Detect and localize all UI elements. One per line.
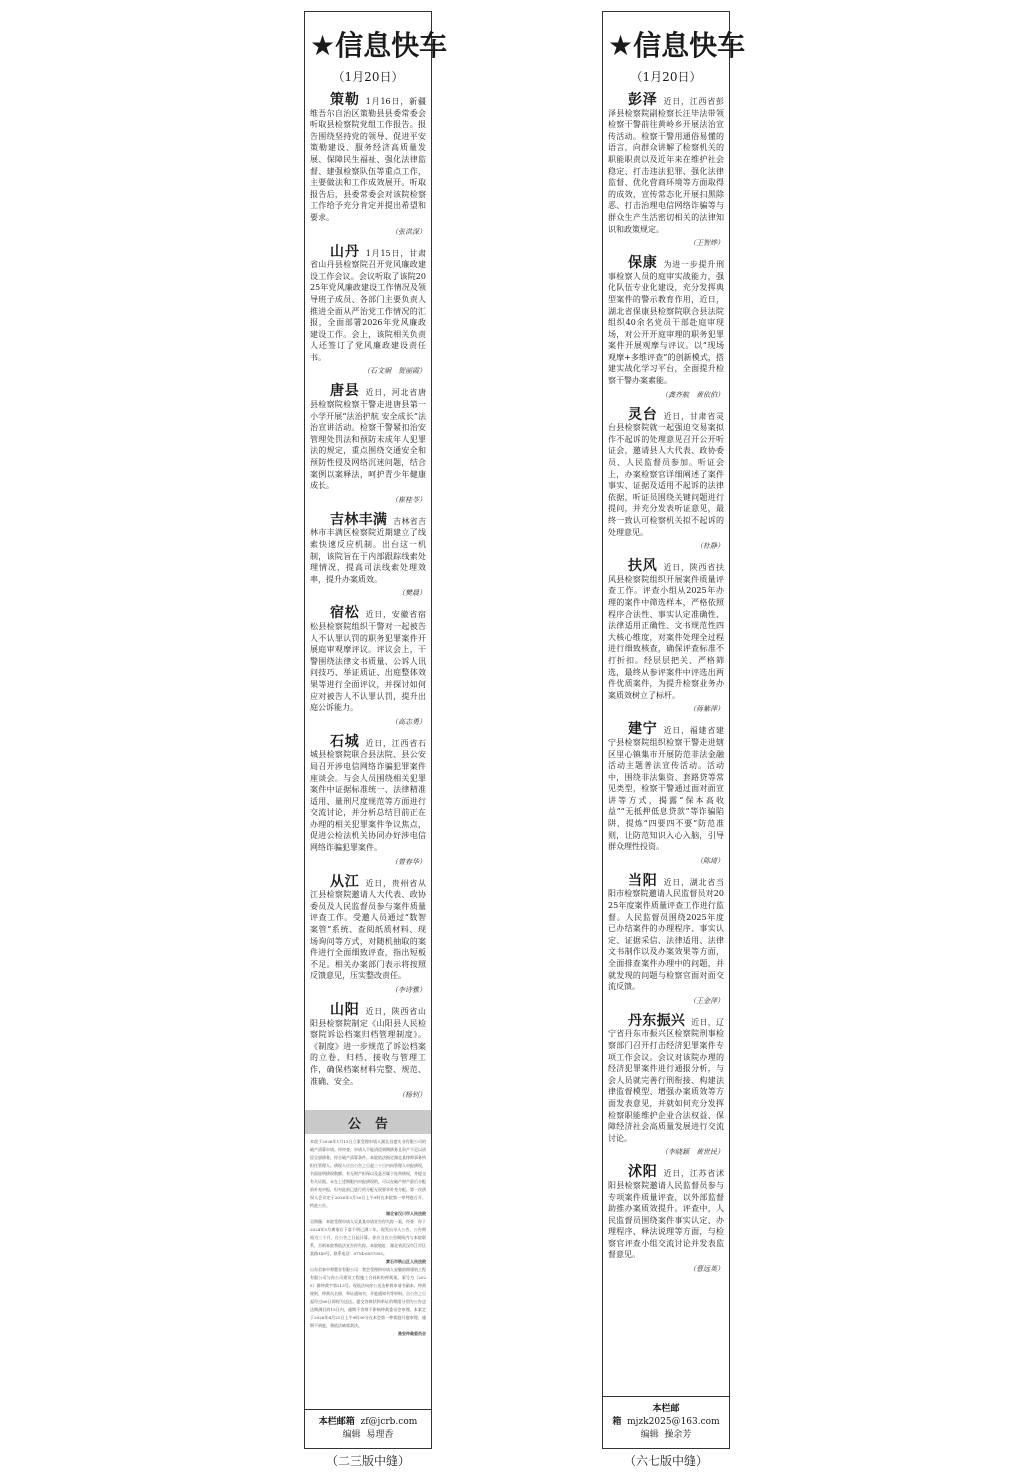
column-masthead: ★信息快车 [608, 29, 746, 62]
news-place: 山丹 [330, 243, 360, 260]
news-text: 近日，湖北省当阳市检察院邀请人民监督员对2025年度案件质量评查工作进行监督。人民监督员围绕2025年度已办结案件的办理程序、事实认定、证据采信、法律适用、法律文书制作以及办案效果等方面，全面排查案件办理中的问题，并就发现的问题与检察官面对面交流反馈。 [608, 877, 724, 992]
news-text: 1月16日，新疆维吾尔自治区策勒县县委常委会听取县检察院党组工作报告。报告围绕坚持党的领导、促进平安策勒建设、服务经济高质量发展、保障民生福祉、强化法律监督、建强检察队伍等重点工作，主要做法和工作成效展开。听取报告后，县委常委会对该院检察工作给予充分肯定并提出希望和要求。 [310, 97, 426, 222]
news-byline: （王金萍） [689, 996, 724, 1005]
column-date: （1月20日） [630, 70, 702, 84]
news-text: 近日，福建省建宁县检察院组织检察干警走进辖区里心镇集市开展防范非法金融活动主题普法宣传活动。活动中，围绕非法集资、套路贷等常见类型，检察干警通过面对面宣讲等方式，揭露“保本高收益”“无抵押低息贷款”等诈骗陷阱，提炼“四要四不要”防范准则，让防范知识入心入脑，引导群众理性投资。 [608, 726, 724, 852]
left-column [304, 11, 448, 1449]
news-byline: （陈琦） [696, 856, 724, 865]
news-text: 近日，江西省彭泽县检察院副检察长汪毕法带领检察干警前往黄岭乡开展法治宣传活动。检察干警用通俗易懂的语言，向群众讲解了检察机关的职能职责以及近年来在维护社会稳定、打击违法犯罪、强化法律监督、优化营商环境等方面取得的成效，宣传常态化开展扫黑除恶、打击治理电信网络诈骗等与群众生产生活密切相关的法律知识和政策规定。 [608, 97, 724, 234]
news-item [310, 873, 426, 995]
news-text: 近日，陕西省山阳县检察院制定《山阳县人民检察院诉讼档案归档管理制度》。《制度》进一步规范了诉讼档案的立卷、归档、接收与管理工作，确保档案材料完整、规范、准确、安全。 [310, 1007, 426, 1086]
news-byline: （李诗雅） [391, 986, 426, 994]
right-column [602, 11, 746, 1449]
news-place: 保康 [628, 255, 658, 272]
news-byline: （李晓颖 黄世民） [661, 1148, 724, 1157]
notice-text: 山东君泰中和置业有限公司：我会受理的申请人安徽前锦建筑工程有限公司与你公司建设工程施工合同纠纷仲裁案，案号为（2025）滁仲裁字第213号。现依法向你公送达仲裁申请书副本、仲裁规则、仲裁员名册、举证通知书、开庭通知书等材料。自公告之日起经过60日即视为送达。提交答辩状和举证的期限分别为公告送达期满后的15日内，逾期不答辩不影响仲裁委员会审理。本案定于2026年4月21日上午9时30分在本会第一仲裁庭开庭审理，逾期不到庭，将依法缺席裁决。 [310, 1267, 426, 1329]
news-place: 策勒 [330, 92, 360, 108]
news-place: 建宁 [628, 721, 658, 738]
news-item [608, 721, 724, 866]
editor-label: 编辑 [342, 1430, 361, 1440]
news-place: 扶风 [628, 558, 658, 575]
news-place: 石城 [330, 733, 360, 750]
news-place: 彭泽 [628, 92, 658, 108]
mailbox-label: 本栏邮箱 [318, 1417, 355, 1427]
gutter-caption: （二三版中缝） [325, 1454, 410, 1468]
column-masthead: ★信息快车 [310, 29, 448, 62]
news-place: 山阳 [330, 1002, 360, 1018]
notice-body [310, 1138, 426, 1338]
news-item [608, 1012, 725, 1158]
news-item [310, 511, 427, 599]
news-byline: （王智烨） [689, 239, 724, 248]
news-place: 丹东振兴 [628, 1012, 686, 1029]
news-byline: （蒋紫萍） [689, 705, 724, 714]
news-byline: （曹远英） [689, 1265, 724, 1274]
notice-title: 公告 [305, 1110, 431, 1134]
news-text: 为进一步提升刑事检察人员的庭审实战能力，强化队伍专业化建设，充分发挥典型案件的警示教育作用，近日，湖北省保康县检察院联合县法院组织40余名党员干部赴庭审现场，对公开开庭审理的职务犯罪案件开展观摩与评议。以“现场观摩+多维评查”的创新模式，搭建实战化学习平台，全面提升检察干警办案素能。 [608, 260, 724, 386]
news-item [608, 406, 724, 552]
column-footer [603, 1396, 729, 1442]
news-item [310, 733, 426, 867]
news-place: 当阳 [628, 872, 658, 889]
editor-label: 编辑 [640, 1430, 659, 1440]
news-text: 近日，辽宁省丹东市振兴区检察院刑事检察部门召开打击经济犯罪案件专项工作会议。会议对该院办理的经济犯罪案件进行通报分析，与会人员就完善行刑衔接、构建法律监督模型、增强办案质效等方面发表意见，并就如何充分发挥检察职能维护企业合法权益、保障经济社会高质量发展进行交流讨论。 [608, 1017, 725, 1143]
notice-signature: 黄石市铁山区人民法院 [386, 1259, 426, 1265]
editor-name: 操余芳 [664, 1430, 692, 1440]
news-text: 近日，江苏省沭阳县检察院邀请人民监督员参与专项案件质量评查，以外部监督助推办案质效提升。评查中，人民监督员围绕案件事实认定、办理程序、释法说理等方面，与检察官评查小组交流讨论并发表监督意见。 [608, 1169, 724, 1260]
news-byline: （樊晨） [398, 589, 426, 598]
news-text: 近日，甘肃省灵台县检察院就一起强迫交易案拟作不起诉的处理意见召开公开听证会，邀请县人大代表、政协委员、人民监督员参加。听证会上，办案检察官详细阐述了案件事实、证据及适用不起诉的法律依据，听证员围绕关键问题进行提问，并充分发表听证意见，最终一致认可检察机关拟不起诉的处理意见。 [608, 411, 724, 537]
mailbox-address[interactable]: zf@jcrb.com [360, 1417, 418, 1427]
news-text: 近日，安徽省宿松县检察院组织干警对一起被告人不认罪认罚的职务犯罪案件开展庭审观摩评议。评议会上，干警围绕法律文书质量、公诉人讯问技巧、举证质证、出庭整体效果等进行全面评议，并探讨如何应对被告人不认罪认罚，提升出庭公诉能力。 [310, 610, 426, 713]
news-place: 从江 [330, 873, 360, 890]
news-byline: （曾春华） [391, 857, 426, 866]
news-place: 吉林丰满 [330, 511, 388, 528]
news-text: 近日，陕西省扶风县检察院组织开展案件质量评查工作。评查小组从2025年办理的案件中筛选样本，严格依照程序合法性、事实认定准确性、法律适用正确性、文书规范性四大核心维度，对案件处理全过程进行细致核查，确保评查标准不打折扣。经层层把关、严格筛选，最终从参评案件中评选出两件优质案件，为提升检察业务办案质效树立了标杆。 [608, 563, 724, 700]
news-item [608, 558, 724, 714]
news-place: 灵台 [628, 406, 658, 423]
news-item [608, 255, 724, 400]
news-item [608, 872, 724, 1006]
column-footer [305, 1409, 431, 1442]
column-date: （1月20日） [332, 70, 404, 84]
news-text: 1月15日，甘肃省山丹县检察院召开党风廉政建设工作会议。会议听取了该院2025年党风廉政建设工作情况及领导班子成员、各部门主要负责人推进全面从严治党工作情况的汇报，全面部署2026年党风廉政建设工作。会上，该院相关负责人还签订了党风廉政建设责任书。 [310, 248, 426, 362]
news-item [310, 1002, 426, 1100]
news-text: 近日，贵州省从江县检察院邀请人大代表、政协委员及人民监督员参与案件质量评查工作。受邀人员通过“数智案管”系统、查阅纸质材料、现场询问等方式，对随机抽取的案件进行全面细致评查，指出短板不足。相关办案部门表示将按照反馈意见，压实整改责任。 [310, 878, 426, 981]
news-item [608, 1164, 724, 1274]
notice-signature: 淮安仲裁委员会 [398, 1331, 426, 1337]
news-text: 近日，河北省唐县检察院检察干警走进唐县第一小学开展“法治护航 安全成长”法治宣讲活动。检察干警紧扣治安管理处罚法和预防未成年人犯罪法的规定，重点围绕交通安全和预防性侵及网络沉迷问题，结合案例以案释法，呵护青少年健康成长。 [310, 388, 426, 491]
news-place: 唐县 [330, 383, 360, 400]
news-byline: （杨钊） [398, 1091, 426, 1100]
news-text: 近日，江西省石城县检察院联合县法院、县公安局召开涉电信网络诈骗犯罪案件座谈会。与会人员围绕相关犯罪案件中证据标准统一、法律精准适用、量刑尺度规范等方面进行交流讨论，并分析总结目前正在办理的相关犯罪案件争议焦点，促进公检法机关协同办好涉电信网络诈骗犯罪案件。 [310, 738, 426, 853]
news-byline: （杜静） [696, 542, 724, 551]
news-place: 沭阳 [628, 1164, 658, 1181]
news-item [310, 243, 426, 377]
mailbox-label: 本栏邮箱 [612, 1404, 680, 1427]
editor-name: 易理香 [366, 1430, 394, 1440]
gutter-caption: （六七版中缝） [623, 1454, 708, 1468]
news-item [310, 605, 426, 726]
news-item [310, 92, 426, 237]
news-item [310, 383, 426, 504]
notice-text: 本院于2026年1月13日立案受理申请人湖北昌盛实业有限公司的破产清算申请。经审查，申请人不能清偿到期债务且资产不足以清偿全部债务，符合破产清算条件。本院依法指定湖北某律师事务所担任管理人。债权人应自公告之日起三十日内向管理人申报债权，书面说明债权数额、有无财产担保以及是否属于连带债权，并提交有关证据。未在上述期限内申报债权的，可以在破产财产最后分配前补充申报，但对此前已进行的分配无权要求补充分配。第一次债权人会议定于2026年3月20日上午9时在本院第一审判庭召开。特此公告。 [310, 1139, 426, 1209]
news-byline: （高志勇） [391, 717, 426, 726]
notice-text: 吴锦薇：本院受理申请人吴某某申请宣告你失踪一案，经查：你于2024年5月离家后下落不明已满二年。现发出寻人公告，公告期间为三个月，自公告之日起计算。你应当在公告期间内与本院联系，否则本院将依法宣告你失踪。本院地址：湖北省武汉市江岸区某路149号，联系电话：0714-6557055。 [310, 1219, 426, 1257]
notice-signature: 湖北省汉川市人民法院 [386, 1211, 426, 1217]
news-byline: （崔桂苓） [391, 495, 426, 504]
news-place: 宿松 [330, 605, 360, 622]
mailbox-address[interactable]: mjzk2025@163.com [627, 1417, 720, 1427]
news-byline: （张洪深） [391, 227, 426, 236]
news-text: 吉林省吉林市丰满区检察院近期建立了线索快速反应机制。出台这一机制，该院旨在于内部跟踪线索处理情况，提高司法线索处理效率，提升办案质效。 [310, 516, 427, 584]
news-byline: （龚齐航 黄依伯） [661, 390, 724, 399]
news-item [608, 92, 724, 248]
news-byline: （石文炯 贺丽霞） [363, 367, 426, 376]
